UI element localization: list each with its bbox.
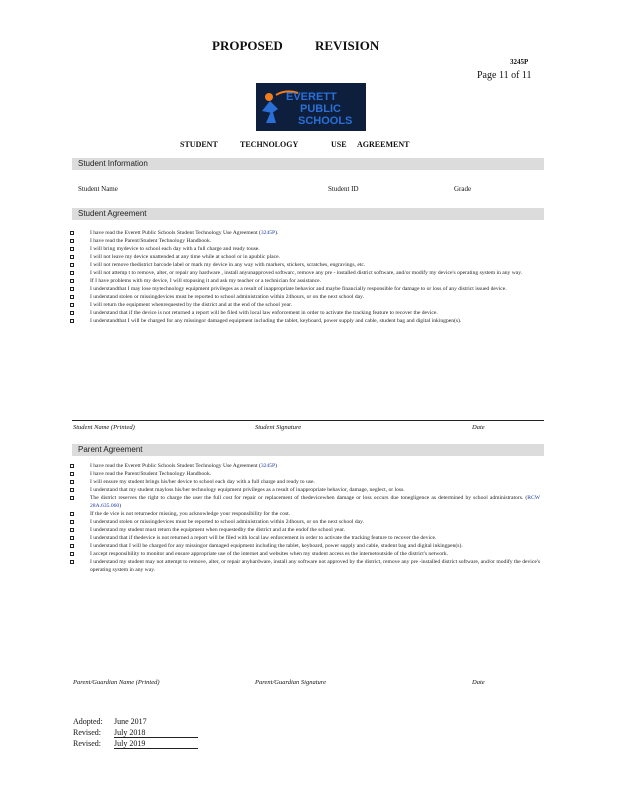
student-agreement-item-text: I understand that if the device is not returned a report will be filed with local law enforcement in order to activate the tracking feature to recover the device. — [90, 310, 438, 316]
checkbox-icon[interactable] — [70, 303, 74, 307]
student-agreement-item — [70, 269, 540, 277]
checkbox-icon[interactable] — [70, 287, 74, 291]
parent-agreement-item — [70, 462, 540, 470]
parent-agreement-item-text: I understand my student must return the equipment when requestedby the district and at the endof the school year. — [90, 527, 345, 533]
revised-row-2 — [73, 738, 198, 749]
svg-text:SCHOOLS: SCHOOLS — [298, 115, 353, 127]
parent-agreement-item — [70, 542, 540, 550]
policy-reference: RCW 28A.635.060 — [90, 495, 540, 509]
student-name-label: Student Name — [78, 185, 118, 193]
grade-label: Grade — [454, 185, 472, 193]
student-agreement-list — [70, 229, 540, 325]
checkbox-icon[interactable] — [70, 295, 74, 299]
checkbox-icon[interactable] — [70, 544, 74, 548]
student-id-label: Student ID — [328, 185, 359, 193]
revised-label-2: Revised: — [73, 739, 101, 748]
revised-row-1 — [73, 727, 198, 738]
checkbox-icon[interactable] — [70, 520, 74, 524]
checkbox-icon[interactable] — [70, 255, 74, 259]
parent-agreement-item-text: I will ensure my student brings his/her device to school each day with a full charge and ready to use. — [90, 479, 315, 485]
student-agreement-item-text: I will bring mydevice to school each day with a full charge and ready touse. — [90, 246, 260, 252]
parent-agreement-item-text: If the de vice is not returnedor missing, you acknowledge your responsibility for the cost. — [90, 511, 291, 517]
parent-agreement-item-text: I understand that if thedevice is not returned a report will be filed with local law enforcement in order to activate the tracking feature to recover the device. — [90, 535, 437, 541]
student-agreement-item-text: I understandthat I will be charged for any missingor damaged equipment including the tablet, keyboard, power supply and cable, student bag and digital inkingpen(s). — [90, 318, 462, 324]
parent-agreement-item-tail: ) — [275, 463, 278, 469]
form-title-technology: TECHNOLOGY — [240, 140, 299, 149]
parent-agreement-item-text: I understand my student may not attempt to remove, alter, or repair anyhardware, install any software not approved by the district, remove any pre -installed district software, and/or modify the device's operating system in any way. — [90, 559, 540, 573]
student-agreement-item — [70, 277, 540, 285]
student-agreement-item-text: I have read the Everett Public Schools Student Technology Use Agreement ( — [90, 230, 261, 236]
document-number: 3245P — [510, 58, 529, 66]
title-word-revision: REVISION — [315, 38, 380, 53]
form-title-use: USE — [331, 140, 347, 149]
parent-agreement-item — [70, 518, 540, 526]
checkbox-icon[interactable] — [70, 480, 74, 484]
parent-agreement-heading: Parent Agreement — [72, 444, 544, 456]
student-date-label: Date — [472, 424, 485, 431]
svg-text:PUBLIC: PUBLIC — [300, 103, 341, 115]
checkbox-icon[interactable] — [70, 472, 74, 476]
student-agreement-item — [70, 253, 540, 261]
student-agreement-item-text: I will not leave my device unattended at any time while at school or in apublic place. — [90, 254, 280, 260]
student-agreement-item — [70, 245, 540, 253]
parent-agreement-item-text: I accept responsibility to monitor and ensure appropriate use of the internet and websites when my student access es the internetoutside of the district's network. — [90, 551, 449, 557]
student-agreement-item-text: I understand stolen or missingdevices must be reported to school administration within 24hours, or on the next school day. — [90, 294, 364, 300]
student-agreement-item-text: I understandthat I may lose mytechnology equipment privileges as a result of inappropriate behavior and maybe financially responsible for damage to or loss of any district issued device. — [90, 286, 507, 292]
page-number: Page 11 of 11 — [477, 70, 532, 81]
student-agreement-item — [70, 309, 540, 317]
checkbox-icon[interactable] — [70, 488, 74, 492]
checkbox-icon[interactable] — [70, 464, 74, 468]
parent-agreement-item-tail: ) — [119, 503, 122, 509]
adopted-label: Adopted: — [73, 717, 103, 726]
adopted-row — [73, 716, 198, 727]
logo-graphic — [256, 83, 366, 131]
parent-agreement-item-text: I understand stolen or missingdevices must be reported to school administration within 24hours, or on the next school day. — [90, 519, 364, 525]
checkbox-icon[interactable] — [70, 271, 74, 275]
student-agreement-item — [70, 285, 540, 293]
student-agreement-item — [70, 237, 540, 245]
student-agreement-item — [70, 229, 540, 237]
parent-signature-row — [0, 679, 618, 689]
parent-agreement-item — [70, 526, 540, 534]
student-agreement-heading: Student Agreement — [72, 208, 544, 220]
parent-agreement-item-text: I have read the Parent/Student Technology Handbook. — [90, 471, 212, 477]
student-agreement-item-text: If I have problems with my device, I will stopusing it and ask my teacher or a technician for assistance. — [90, 278, 321, 284]
student-agreement-item — [70, 293, 540, 301]
student-information-heading: Student Information — [72, 158, 544, 170]
revised-date-1: July 2018 — [114, 728, 198, 738]
student-agreement-item — [70, 301, 540, 309]
parent-name-printed-label: Parent/Guardian Name (Printed) — [73, 679, 160, 686]
checkbox-icon[interactable] — [70, 319, 74, 323]
checkbox-icon[interactable] — [70, 536, 74, 540]
student-agreement-item-tail: ). — [275, 230, 279, 236]
student-info-fields — [0, 185, 618, 195]
checkbox-icon[interactable] — [70, 239, 74, 243]
form-title-agreement: AGREEMENT — [357, 140, 410, 149]
revision-history — [73, 716, 198, 749]
checkbox-icon[interactable] — [70, 263, 74, 267]
parent-agreement-item-text: I have read the Everett Public Schools Student Technology Use Agreement ( — [90, 463, 261, 469]
parent-date-label: Date — [472, 679, 485, 686]
parent-agreement-item-text: I understand that my student mayloss his/her technology equipment privileges as a result of inappropriate behavior, damage, neglect, or loss. — [90, 487, 405, 493]
parent-agreement-item — [70, 478, 540, 486]
revised-date-2: July 2019 — [114, 739, 198, 749]
parent-agreement-item — [70, 550, 540, 558]
checkbox-icon[interactable] — [70, 279, 74, 283]
student-agreement-item-text: I will not attemp t to remove, alter, or repair any hardware , install anyunapproved softwarc, remove any pre - installed district software, and/or modify my device's operating system in any way. — [90, 270, 523, 276]
checkbox-icon[interactable] — [70, 231, 74, 235]
checkbox-icon[interactable] — [70, 552, 74, 556]
parent-signature-label: Parent/Guardian Signature — [255, 679, 326, 686]
checkbox-icon[interactable] — [70, 528, 74, 532]
checkbox-icon[interactable] — [70, 560, 74, 564]
revised-label-1: Revised: — [73, 728, 101, 737]
form-title — [0, 140, 618, 150]
student-name-printed-label: Student Name (Printed) — [73, 424, 135, 431]
svg-text:EVERETT: EVERETT — [286, 91, 337, 103]
parent-agreement-item — [70, 558, 540, 574]
policy-reference: 3245P — [260, 463, 276, 469]
student-signature-line — [72, 420, 544, 421]
parent-agreement-item-text: I understand that I will be charged for any missingor damaged equipment including the tablet, keyboard, power supply and cable, student bag and digital inkingpen(s). — [90, 543, 463, 549]
parent-agreement-item — [70, 470, 540, 478]
student-agreement-item-text: I have read the Parent/Student Technology Handbook. — [90, 238, 212, 244]
parent-agreement-item — [70, 494, 540, 510]
policy-reference: 3245P — [260, 230, 276, 236]
adopted-date: June 2017 — [114, 717, 147, 726]
everett-public-schools-logo — [256, 83, 366, 131]
checkbox-icon[interactable] — [70, 496, 74, 500]
parent-agreement-item — [70, 510, 540, 518]
parent-agreement-item-text: The district reserves the right to charge the user the full cost for repair or replacement of thedevicewhen damage or loss occurs due tonegligence as determined by school administrators. ( — [90, 495, 528, 501]
student-agreement-item-text: I will return the equipment whenrequested by the district and at the end of the school year. — [90, 302, 293, 308]
parent-agreement-item — [70, 534, 540, 542]
checkbox-icon[interactable] — [70, 247, 74, 251]
form-title-student: STUDENT — [180, 140, 218, 149]
title-word-proposed: PROPOSED — [212, 38, 283, 53]
student-agreement-item — [70, 261, 540, 269]
student-signature-label: Student Signature — [255, 424, 302, 431]
student-agreement-item-text: I will not remove thedistrict barcode label or mark my device in any way with markers, stickers, scratches, engravings, etc. — [90, 262, 366, 268]
student-agreement-item — [70, 317, 540, 325]
checkbox-icon[interactable] — [70, 512, 74, 516]
checkbox-icon[interactable] — [70, 311, 74, 315]
parent-agreement-list — [70, 462, 540, 574]
parent-agreement-item — [70, 486, 540, 494]
student-signature-row — [0, 424, 618, 434]
